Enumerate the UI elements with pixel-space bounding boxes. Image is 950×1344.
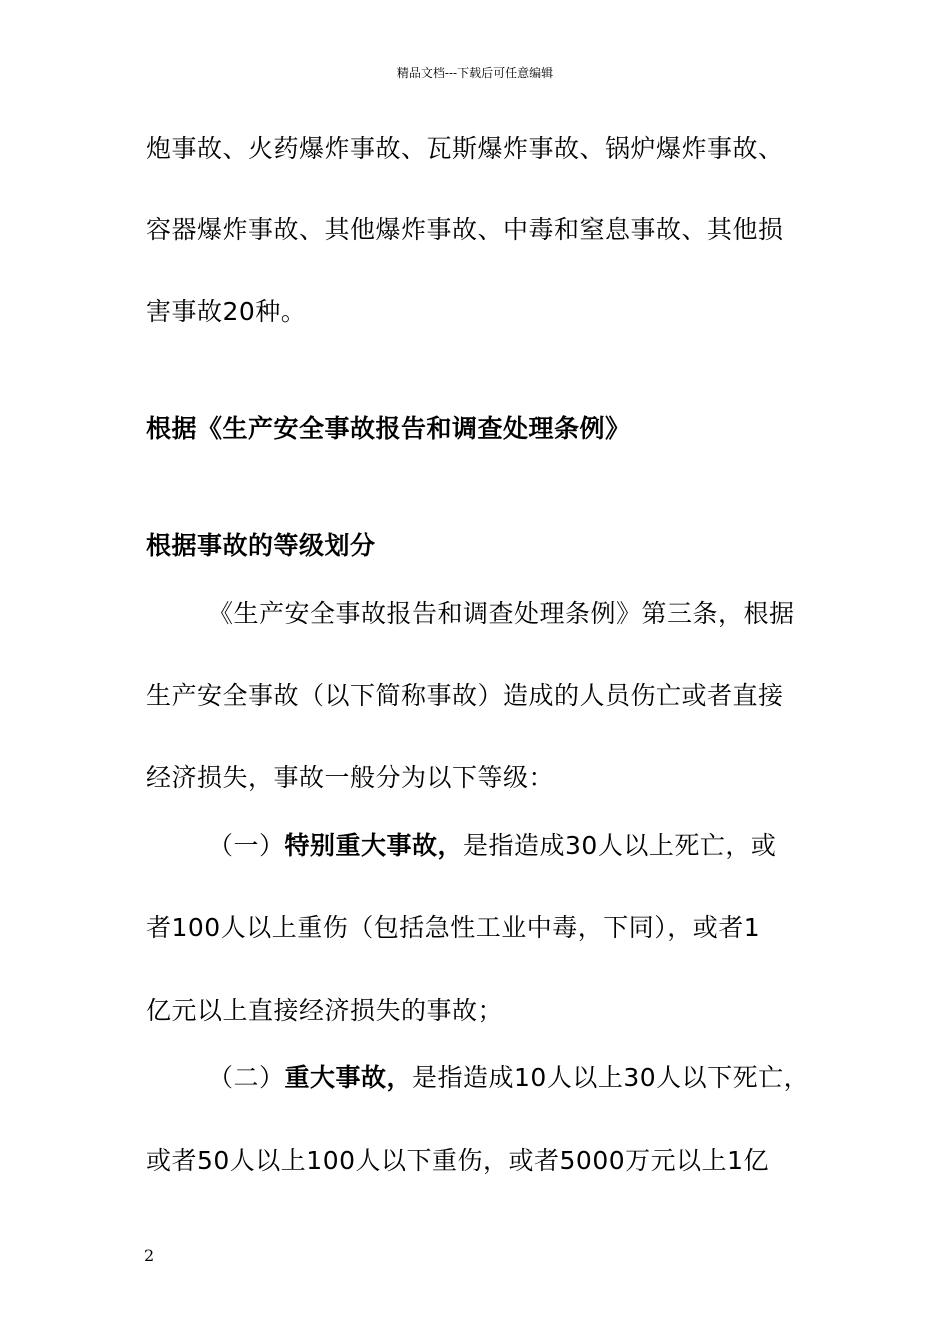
page-number: 2 xyxy=(144,1246,155,1265)
section-heading-regulation: 根据《生产安全事故报告和调查处理条例》 xyxy=(146,414,631,443)
section-heading-grade: 根据事故的等级划分 xyxy=(146,531,376,560)
paragraph-line-3: 经济损失，事故一般分为以下等级： xyxy=(146,763,555,792)
body-line-1: 炮事故、火药爆炸事故、瓦斯爆炸事故、锅炉爆炸事故、 xyxy=(146,134,784,163)
item-1-line-3: 亿元以上直接经济损失的事故； xyxy=(146,996,504,1025)
page-header: 精品文档---下载后可任意编辑 xyxy=(396,66,554,80)
body-line-2: 容器爆炸事故、其他爆炸事故、中毒和窒息事故、其他损 xyxy=(146,215,784,244)
item-2-line-1 xyxy=(208,1062,888,1094)
item-2-number: （二） xyxy=(208,1063,285,1092)
item-2-term: 重大事故， xyxy=(284,1063,413,1092)
item-2-line-2: 或者50人以上100人以下重伤，或者5000万元以上1亿 xyxy=(146,1146,770,1175)
item-1-number: （一） xyxy=(208,831,285,860)
paragraph-line-1: 《生产安全事故报告和调查处理条例》第三条，根据 xyxy=(208,599,795,628)
item-1-term: 特别重大事故， xyxy=(284,831,464,860)
paragraph-line-2: 生产安全事故（以下简称事故）造成的人员伤亡或者直接 xyxy=(146,681,784,710)
item-1-line-1 xyxy=(208,830,888,862)
item-1-line-2: 者100人以上重伤（包括急性工业中毒，下同），或者1 xyxy=(146,913,761,942)
item-2-text: 是指造成10人以上30人以下死亡， xyxy=(412,1063,810,1092)
body-line-3: 害事故20种。 xyxy=(146,297,307,326)
item-1-text: 是指造成30人以上死亡，或 xyxy=(463,831,777,860)
